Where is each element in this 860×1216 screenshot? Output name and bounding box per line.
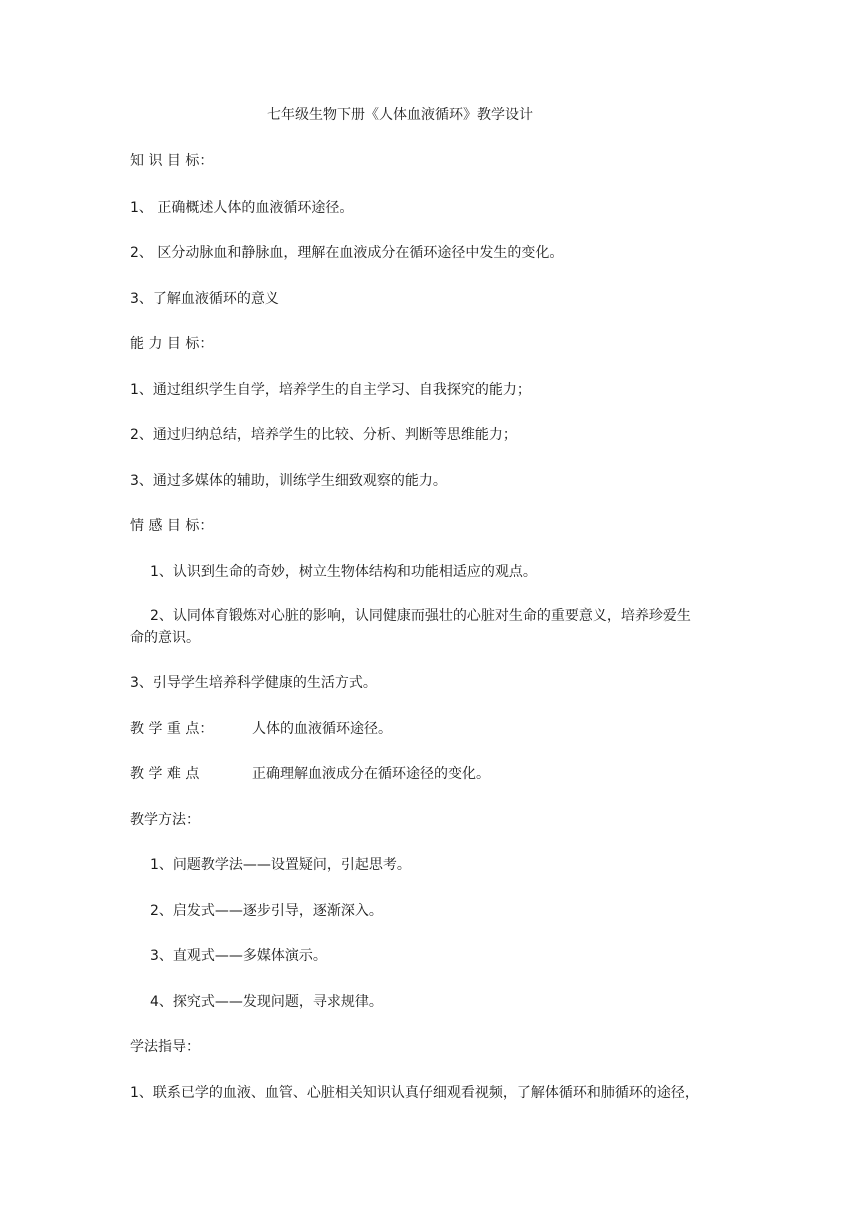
knowledge-item-1: 1、 正确概述人体的血液循环途径。 bbox=[130, 200, 354, 216]
emotion-item-1: 1、认识到生命的奇妙，树立生物体结构和功能相适应的观点。 bbox=[150, 564, 537, 580]
emotion-heading: 情 感 目 标： bbox=[130, 518, 214, 534]
method-item-3: 3、直观式——多媒体演示。 bbox=[150, 948, 327, 964]
ability-heading: 能 力 目 标： bbox=[130, 336, 214, 352]
key-point-label: 教 学 重 点： bbox=[130, 721, 214, 737]
knowledge-item-2: 2、 区分动脉血和静脉血，理解在血液成分在循环途径中发生的变化。 bbox=[130, 245, 564, 261]
difficulty-label: 教 学 难 点 bbox=[130, 766, 200, 782]
knowledge-item-3: 3、了解血液循环的意义 bbox=[130, 291, 279, 307]
guide-item-1: 1、联系已学的血液、血管、心脏相关知识认真仔细观看视频，了解体循环和肺循环的途径， bbox=[130, 1085, 699, 1101]
knowledge-heading: 知 识 目 标： bbox=[130, 153, 214, 169]
method-heading: 教学方法： bbox=[130, 812, 200, 828]
difficulty-value: 正确理解血液成分在循环途径的变化。 bbox=[252, 766, 490, 782]
emotion-item-2-cont: 命的意识。 bbox=[130, 630, 200, 646]
method-item-4: 4、探究式——发现问题，寻求规律。 bbox=[150, 994, 383, 1010]
method-item-1: 1、问题教学法——设置疑问，引起思考。 bbox=[150, 857, 411, 873]
ability-item-3: 3、通过多媒体的辅助，训练学生细致观察的能力。 bbox=[130, 473, 447, 489]
ability-item-1: 1、通过组织学生自学，培养学生的自主学习、自我探究的能力； bbox=[130, 382, 531, 398]
document-title: 七年级生物下册《人体血液循环》教学设计 bbox=[267, 107, 533, 123]
method-item-2: 2、启发式——逐步引导，逐渐深入。 bbox=[150, 903, 383, 919]
key-point-value: 人体的血液循环途径。 bbox=[252, 721, 392, 737]
guide-heading: 学法指导： bbox=[130, 1039, 200, 1055]
emotion-item-2: 2、认同体育锻炼对心脏的影响，认同健康而强壮的心脏对生命的重要意义，培养珍爱生 bbox=[150, 608, 691, 624]
emotion-item-3: 3、引导学生培养科学健康的生活方式。 bbox=[130, 675, 377, 691]
ability-item-2: 2、通过归纳总结，培养学生的比较、分析、判断等思维能力； bbox=[130, 427, 517, 443]
